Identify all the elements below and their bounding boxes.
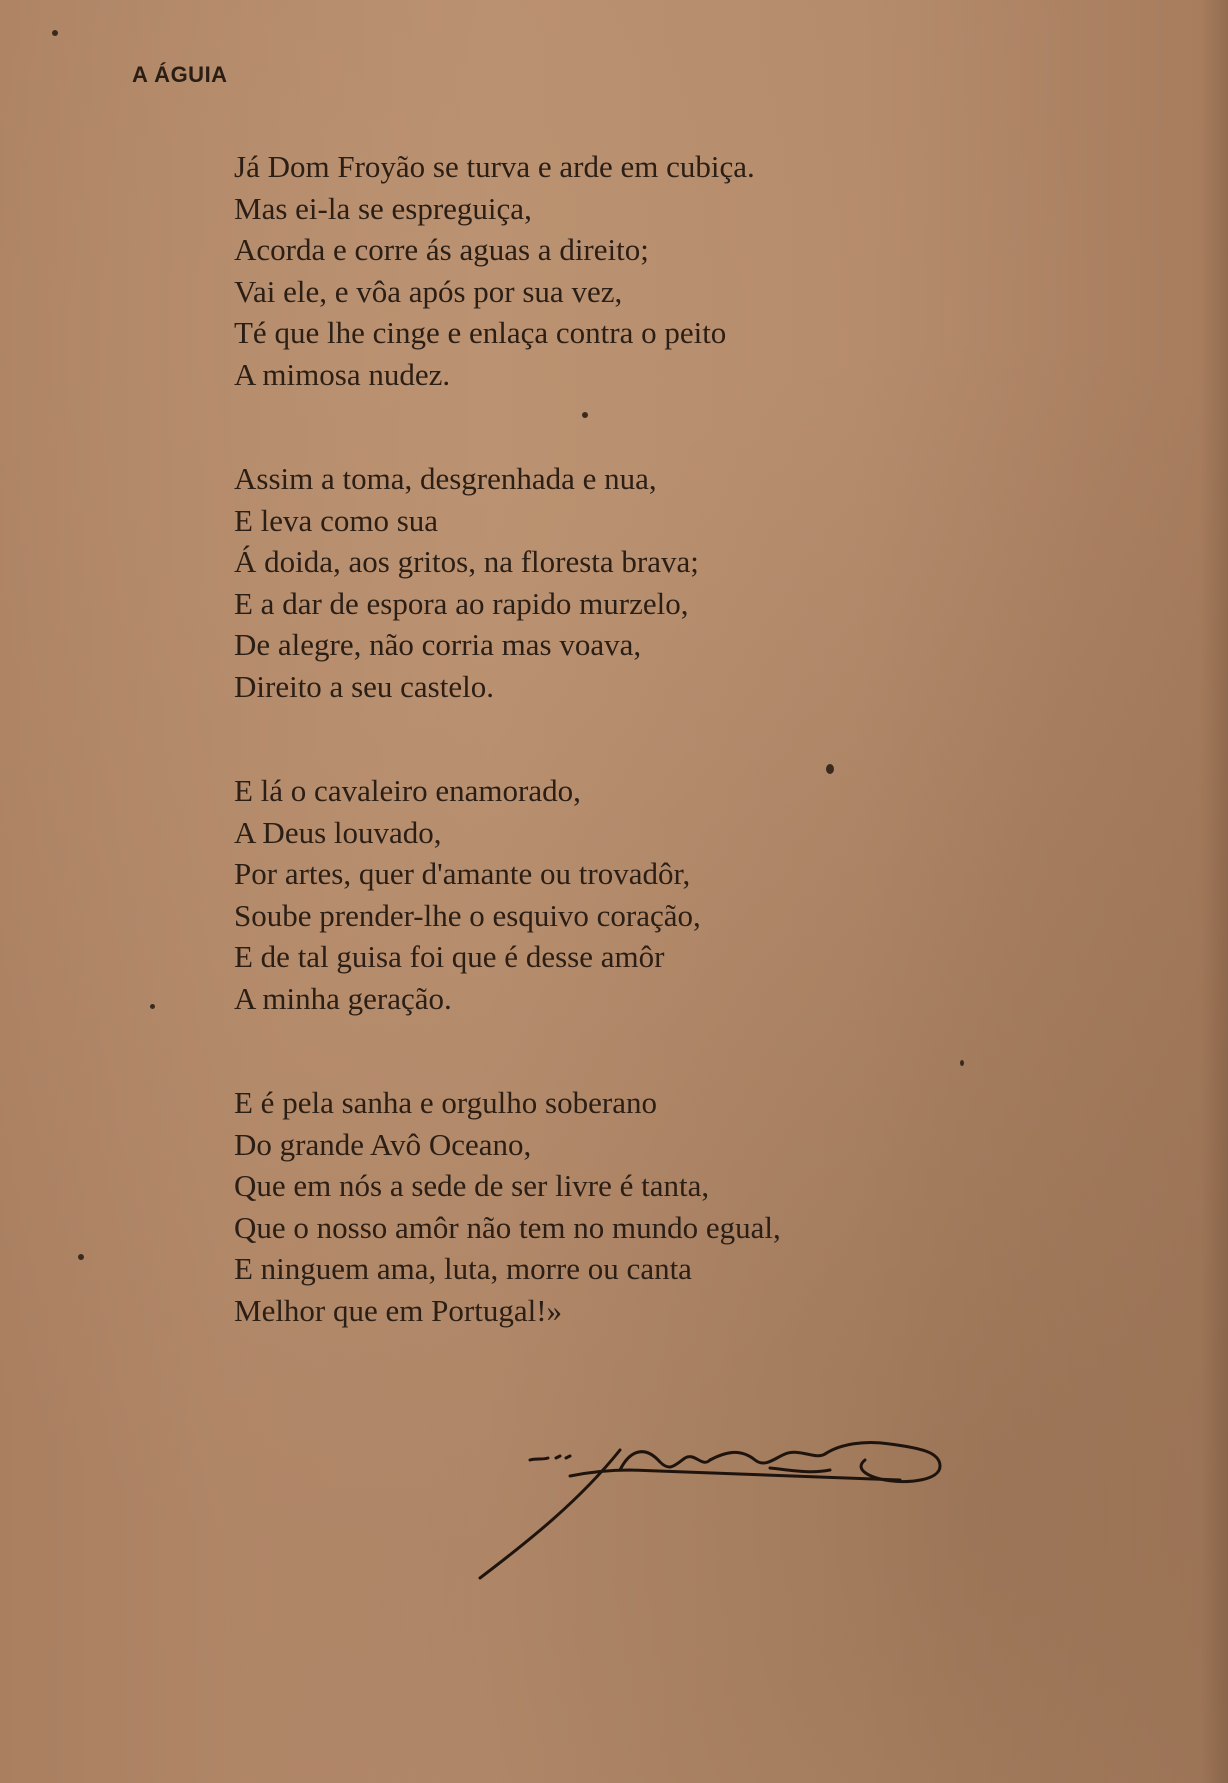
paper-speck xyxy=(150,1004,155,1009)
poem-line: Melhor que em Portugal!» xyxy=(234,1292,563,1328)
page-edge-shadow xyxy=(1200,0,1228,1783)
paper-speck xyxy=(52,30,58,36)
poem-line: Assim a toma, desgrenhada e nua, xyxy=(234,461,657,496)
poem-line: A minha geração. xyxy=(234,980,452,1016)
stanza-2 xyxy=(234,458,1114,707)
poem-line: Vai ele, e vôa após por sua vez, xyxy=(234,273,623,309)
poem-line: A Deus louvado, xyxy=(234,814,442,850)
poem-line: E leva como sua xyxy=(234,502,439,538)
poem-line: Que o nosso amôr não tem no mundo egual, xyxy=(234,1209,781,1245)
poem-line: Soube prender-lhe o esquivo coração, xyxy=(234,897,701,933)
poem-line: E de tal guisa foi que é desse amôr xyxy=(234,939,665,974)
poem-line: Acorda e corre ás aguas a direito; xyxy=(234,232,649,267)
stanza-3 xyxy=(234,770,1114,1019)
poem-line: Por artes, quer d'amante ou trovadôr, xyxy=(234,856,691,891)
poem-line: E é pela sanha e orgulho soberano xyxy=(234,1085,657,1120)
poem-line: A mimosa nudez. xyxy=(234,356,451,392)
running-head: A ÁGUIA xyxy=(132,62,228,87)
poem xyxy=(234,146,1114,1394)
paper-speck xyxy=(582,412,588,418)
paper-speck xyxy=(78,1254,84,1260)
poem-line: Té que lhe cinge e enlaça contra o peito xyxy=(234,315,727,350)
paper-speck xyxy=(826,764,834,774)
paper-speck xyxy=(960,1060,964,1066)
stanza-4 xyxy=(234,1082,1114,1331)
poem-line: Mas ei-la se espreguiça, xyxy=(234,190,532,226)
poem-line: E lá o cavaleiro enamorado, xyxy=(234,773,581,808)
poem-line: De alegre, não corria mas voava, xyxy=(234,627,642,662)
poem-line: E a dar de espora ao rapido murzelo, xyxy=(234,585,689,621)
stanza-1 xyxy=(234,146,1114,395)
poem-line: Á doida, aos gritos, na floresta brava; xyxy=(234,544,699,579)
poem-line: Direito a seu castelo. xyxy=(234,668,494,704)
poem-line: Que em nós a sede de ser livre é tanta, xyxy=(234,1168,710,1203)
handwritten-signature xyxy=(470,1440,1010,1580)
poem-line: E ninguem ama, luta, morre ou canta xyxy=(234,1251,692,1286)
poem-line: Do grande Avô Oceano, xyxy=(234,1126,532,1162)
poem-line: Já Dom Froyão se turva e arde em cubiça. xyxy=(234,149,755,184)
